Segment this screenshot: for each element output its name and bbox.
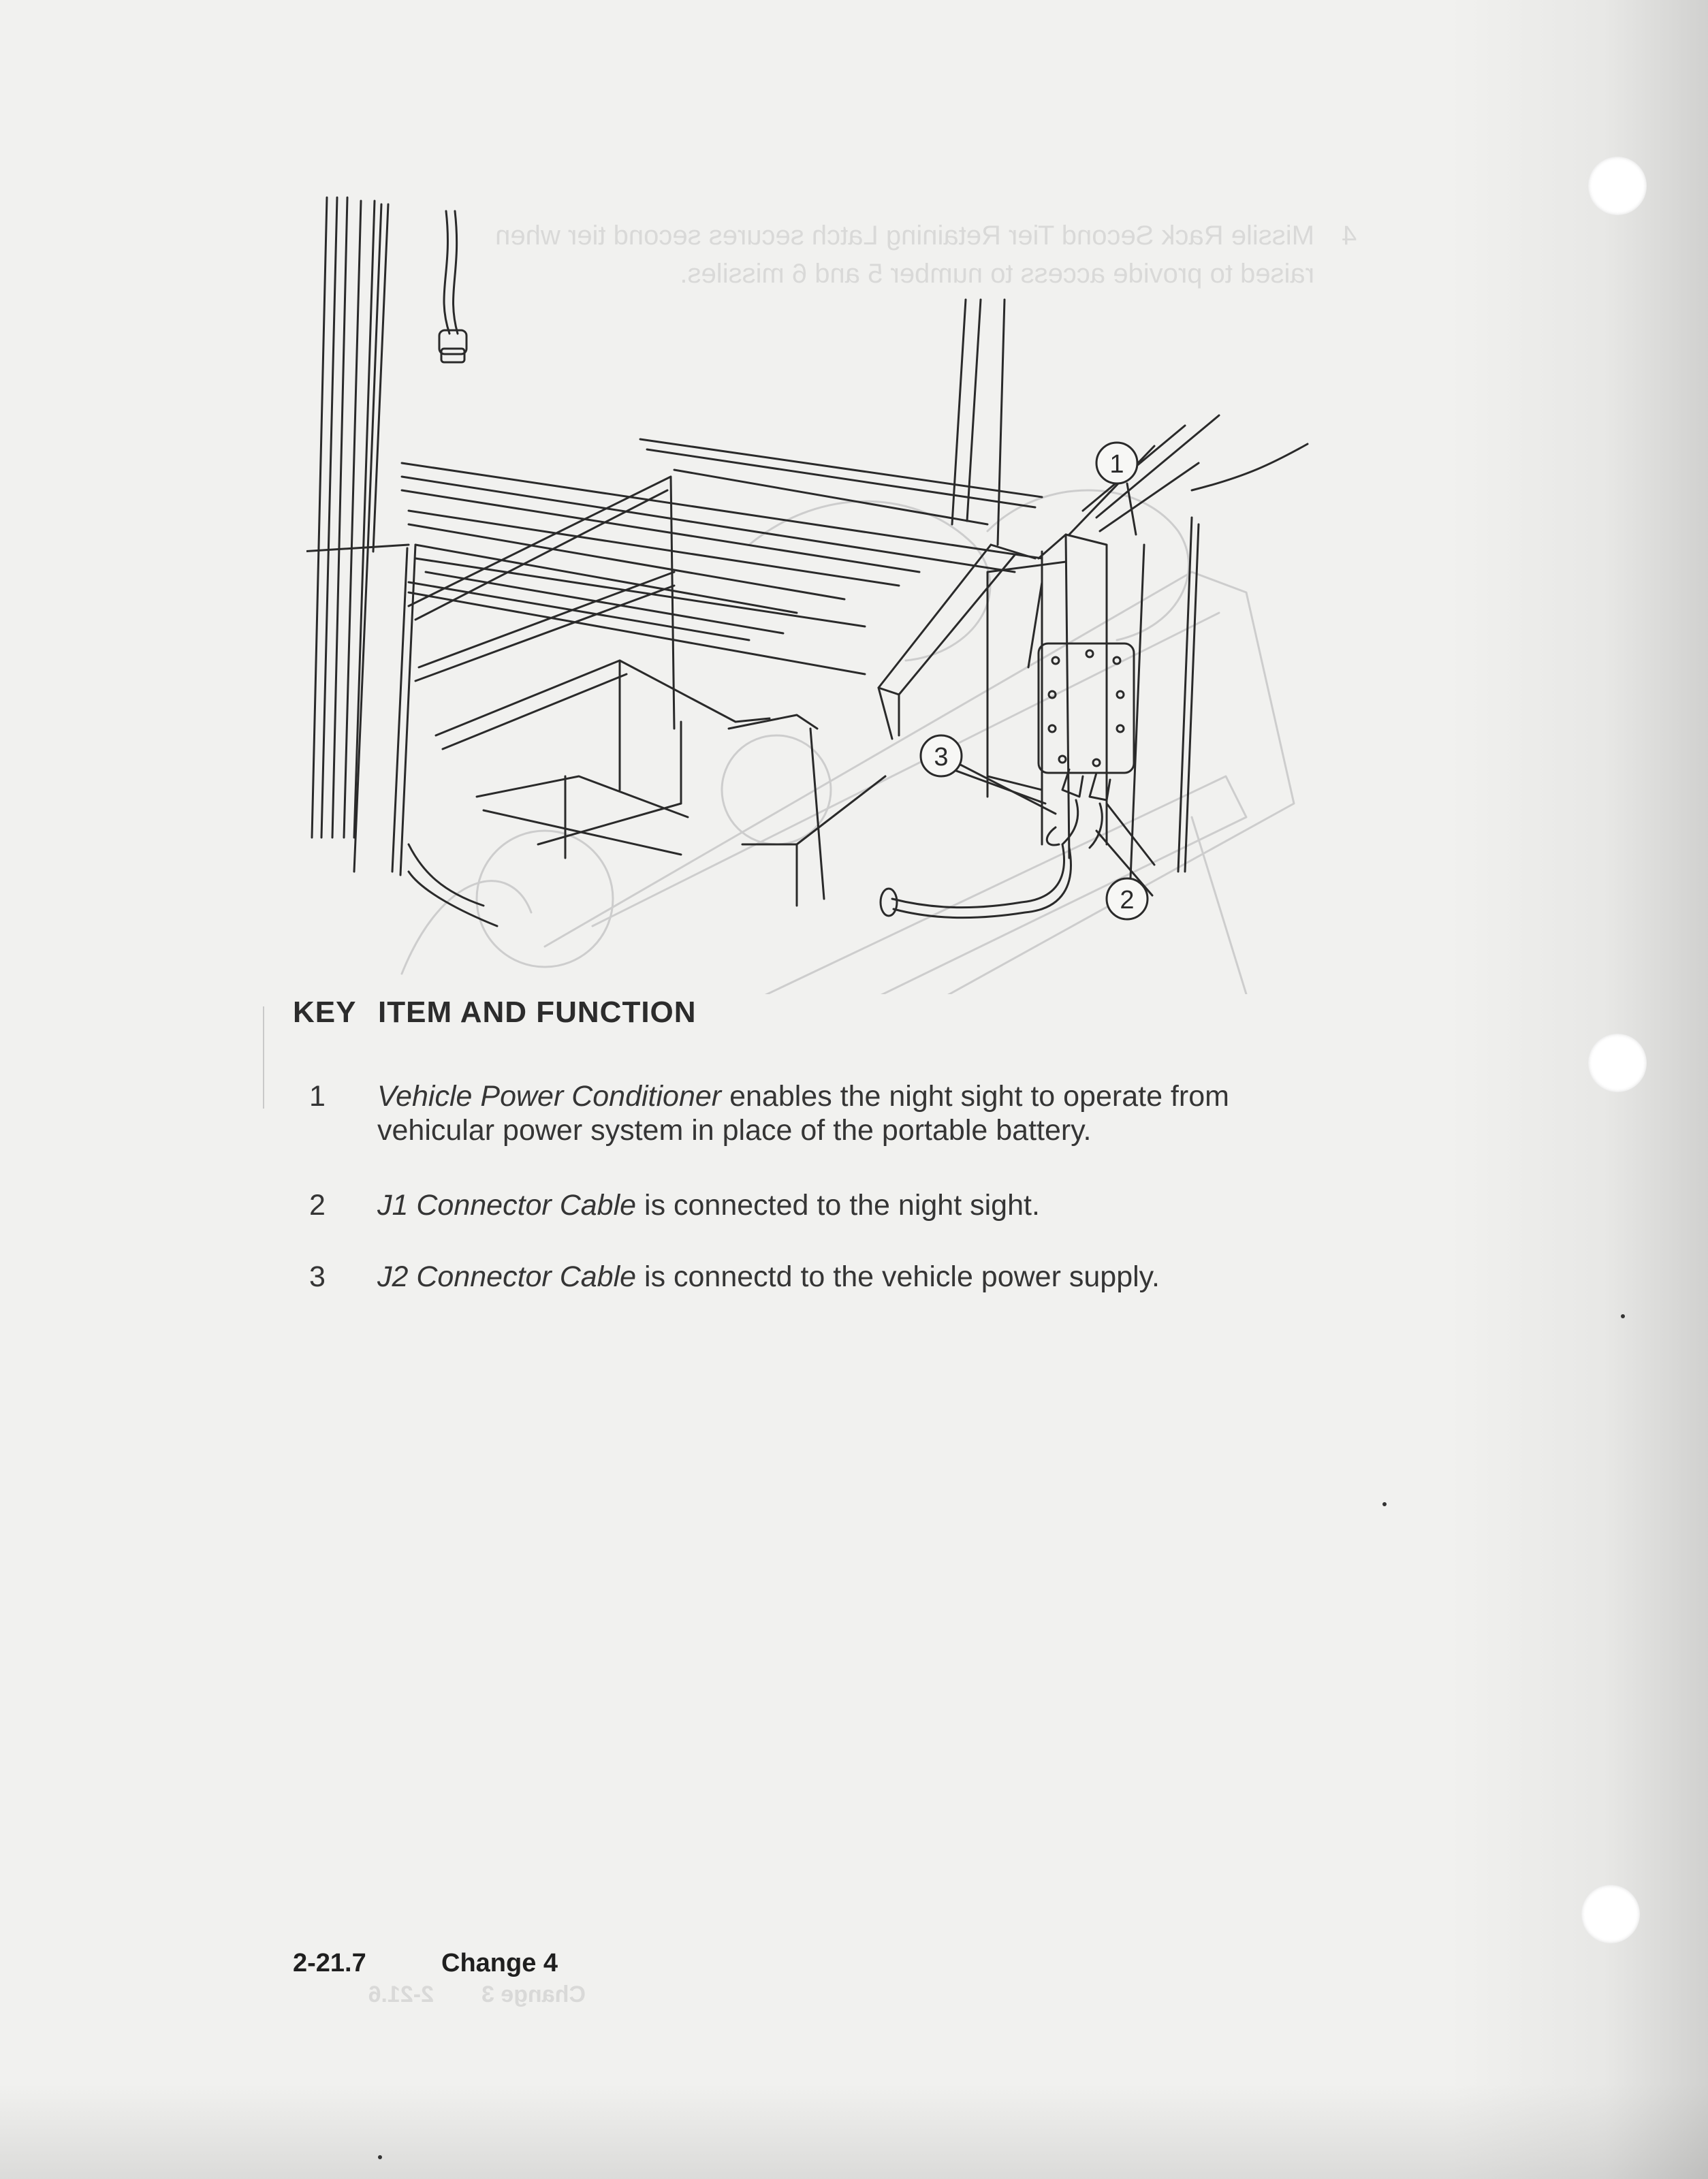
key-item-description xyxy=(377,1079,1412,1147)
callout-2-label: 2 xyxy=(1120,886,1135,914)
callout-2 xyxy=(1107,878,1148,919)
callout-3-label: 3 xyxy=(934,743,949,772)
key-item-text: is connected to the night sight. xyxy=(636,1189,1040,1222)
heading-item-and-function: ITEM AND FUNCTION xyxy=(378,996,697,1029)
key-item-term: J2 Connector Cable xyxy=(377,1260,637,1293)
line-art xyxy=(306,197,1308,926)
key-item-description xyxy=(377,1188,1412,1222)
key-item-term: Vehicle Power Conditioner xyxy=(377,1080,722,1113)
key-item-description xyxy=(377,1260,1412,1294)
page-footer xyxy=(293,1949,558,1978)
callout-3 xyxy=(921,735,962,776)
key-item-text: enables the night sight to operate from xyxy=(721,1080,1229,1113)
binder-hole-middle xyxy=(1588,1034,1647,1092)
key-item-term: J1 Connector Cable xyxy=(377,1189,637,1222)
callout-1-label: 1 xyxy=(1109,450,1124,479)
page-number: 2-21.7 xyxy=(293,1949,366,1977)
key-item-number: 1 xyxy=(309,1080,326,1113)
key-item-number: 3 xyxy=(309,1260,326,1293)
bleed-through-number: 4 xyxy=(1342,221,1357,251)
scan-bottom-shadow xyxy=(0,2084,1708,2179)
key-item-text-continued: vehicular power system in place of the portable battery. xyxy=(377,1114,1092,1147)
bleed-through-line-1: Missile Rack Second Tier Retaining Latch secures second tier when xyxy=(495,221,1314,251)
bleed-through-line-2: raised to provide access to number 5 and 6 missiles. xyxy=(680,259,1314,289)
margin-rule xyxy=(263,1006,264,1109)
vehicle-power-conditioner-illustration xyxy=(306,191,1403,994)
change-number: Change 4 xyxy=(441,1949,558,1977)
scan-speck xyxy=(378,2155,382,2159)
bleed-through-footer xyxy=(259,1982,586,2008)
page-edge-shadow xyxy=(1449,0,1708,2179)
key-item-text: is connectd to the vehicle power supply. xyxy=(636,1260,1160,1293)
key-table-heading xyxy=(293,996,697,1030)
bleed-through-footer-page: 2-21.6 xyxy=(368,1982,434,2007)
key-item-number: 2 xyxy=(309,1189,326,1222)
bleed-through-footer-change: Change 3 xyxy=(481,1982,586,2007)
binder-hole-top xyxy=(1588,157,1647,215)
binder-hole-bottom xyxy=(1581,1885,1640,1943)
scan-speck xyxy=(1621,1314,1625,1318)
heading-key: KEY xyxy=(293,996,357,1029)
callout-1 xyxy=(1096,443,1137,483)
scan-speck xyxy=(1382,1502,1387,1506)
